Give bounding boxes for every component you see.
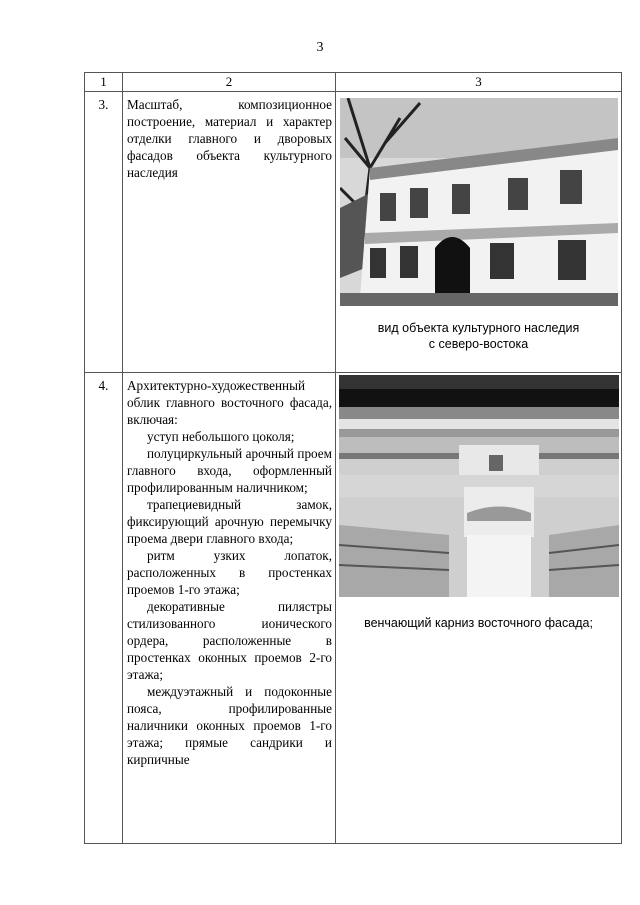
- header-col-3: 3: [336, 73, 622, 92]
- description-paragraph: декоративные пилястры стилизованного ионического ордера, расположенные в простенках оконных проемов 2-го этажа;: [127, 599, 332, 682]
- building-photo-icon: [340, 98, 618, 306]
- description-paragraph: ритм узких лопаток, расположенных в простенках проемов 1-го этажа;: [127, 548, 332, 597]
- description-paragraph: трапециевидный замок, фиксирующий арочную перемычку проема двери главного входа;: [127, 497, 332, 546]
- row-photo-cell: [336, 373, 622, 844]
- description-paragraph: междуэтажный и подоконные пояса, профилированные наличники оконных проемов 1-го этажа; прямые сандрики и кирпичные: [127, 684, 332, 767]
- photo-caption: [336, 320, 621, 352]
- row-description: [123, 92, 336, 373]
- row-number: 3.: [85, 92, 123, 373]
- description-paragraph: уступ небольшого цоколя;: [147, 429, 295, 444]
- description-paragraph: полуциркульный арочный проем главного входа, оформленный профилированным наличником;: [127, 446, 332, 495]
- header-col-1: 1: [85, 73, 123, 92]
- row-description: [123, 373, 336, 844]
- table-row: [85, 373, 622, 844]
- photo-caption: венчающий карниз восточного фасада;: [364, 616, 593, 630]
- heritage-table: [84, 72, 622, 844]
- row-photo-cell: [336, 92, 622, 373]
- table-header-row: [85, 73, 622, 92]
- table-row: [85, 92, 622, 373]
- description-paragraph: Масштаб, композиционное построение, материал и характер отделки главного и дворовых фасадов объекта культурного наследия: [127, 97, 332, 180]
- row-number: 4.: [85, 373, 123, 844]
- page-number: 3: [316, 40, 324, 55]
- description-paragraph: Архитектурно-художественный облик главного восточного фасада, включая:: [127, 378, 332, 427]
- header-col-2: 2: [123, 73, 336, 92]
- cornice-photo-icon: [339, 375, 619, 597]
- caption-line: вид объекта культурного наследия: [377, 321, 580, 335]
- caption-line: с северо-востока: [428, 337, 529, 351]
